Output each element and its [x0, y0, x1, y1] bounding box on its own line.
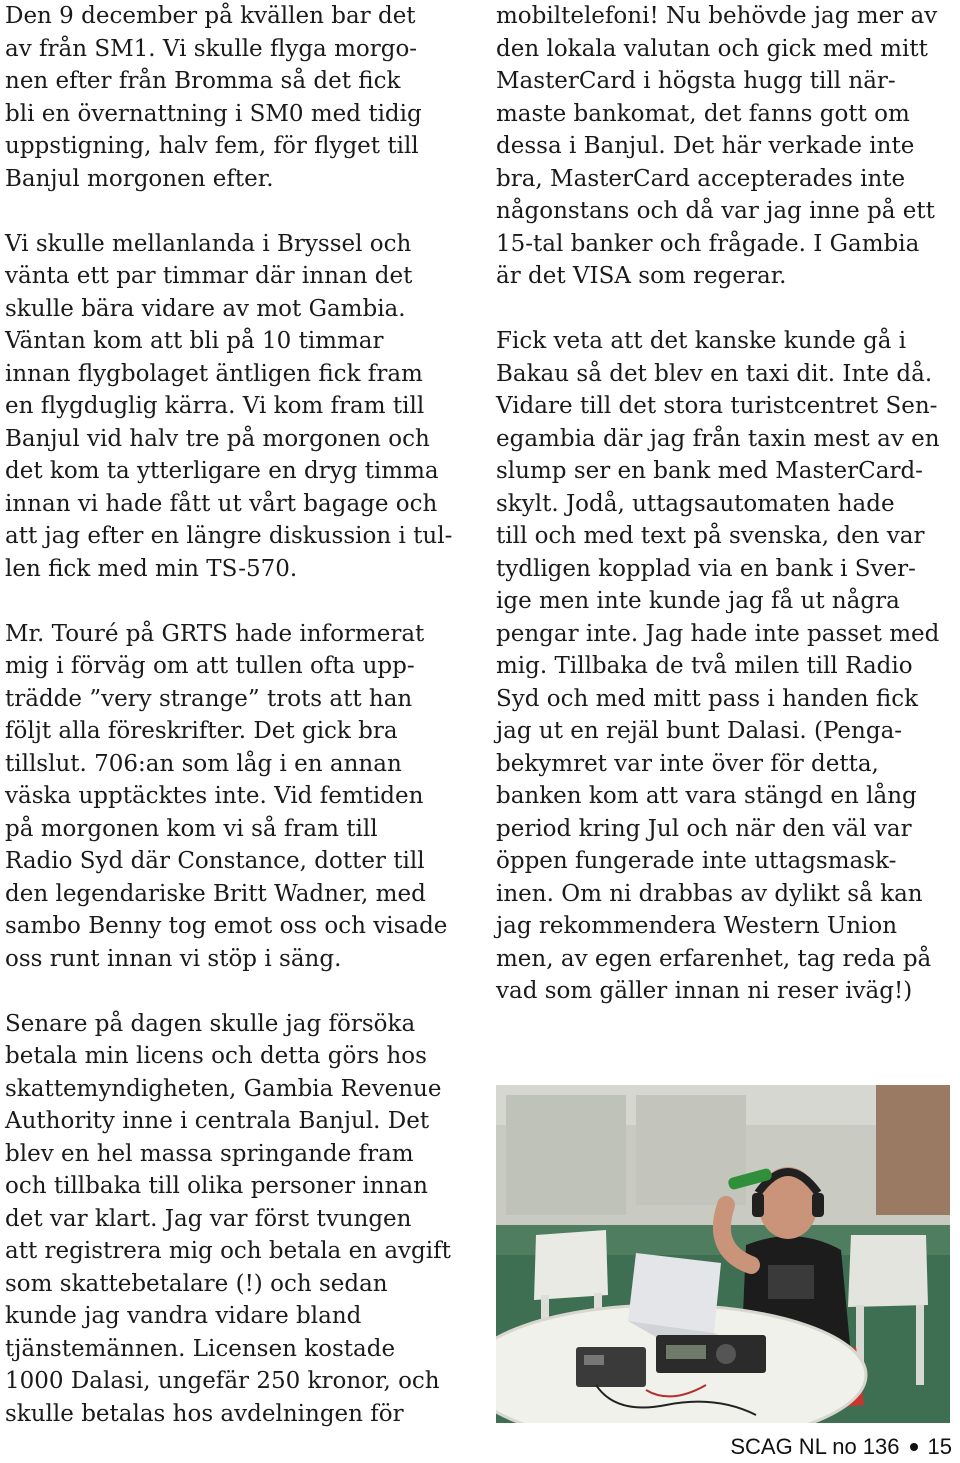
text-line: blev en hel massa springande fram	[5, 1140, 414, 1167]
text-line: skulle betalas hos avdelningen för	[5, 1400, 404, 1427]
text-line: tillslut. 706:an som låg i en annan	[5, 750, 402, 777]
text-line: öppen fungerade inte uttagsmask-	[496, 848, 897, 874]
photo-radio-operator	[496, 1085, 950, 1423]
publication-name: SCAG NL no 136	[730, 1434, 900, 1459]
text-line: uppstigning, halv fem, för flyget till	[5, 133, 419, 159]
text-line: jag rekommendera Western Union	[496, 913, 898, 939]
text-line: väska upptäcktes inte. Vid femtiden	[5, 783, 424, 809]
text-line: som skattebetalare (!) och sedan	[5, 1270, 388, 1297]
paragraph	[496, 0, 952, 293]
text-line: inen. Om ni drabbas av dylikt så kan	[496, 880, 923, 907]
text-line: Vidare till det stora turistcentret Sen-	[496, 393, 938, 419]
text-line: MasterCard i högsta hugg till när-	[496, 68, 896, 94]
text-line: slump ser en bank med MasterCard-	[496, 458, 923, 484]
text-line: 1000 Dalasi, ungefär 250 kronor, och	[5, 1368, 440, 1394]
text-line: att jag efter en längre diskussion i tul-	[5, 523, 453, 549]
text-line: det kom ta ytterligare en dryg timma	[5, 458, 439, 484]
text-line: bekymret var inte över för detta,	[496, 750, 879, 777]
left-column	[5, 0, 460, 1463]
text-line: bra, MasterCard accepterades inte	[496, 165, 906, 192]
paragraph	[5, 1008, 460, 1431]
text-line: len fick med min TS-570.	[5, 555, 298, 582]
text-line: Banjul morgonen efter.	[5, 165, 274, 192]
text-line: Radio Syd där Constance, dotter till	[5, 848, 425, 874]
text-line: Väntan kom att bli på 10 timmar	[5, 328, 384, 354]
text-line: Bakau så det blev en taxi dit. Inte då.	[496, 360, 933, 387]
text-line: banken kom att vara stängd en lång	[496, 783, 917, 809]
text-line: någonstans och då var jag inne på ett	[496, 198, 935, 224]
text-line: skattemyndigheten, Gambia Revenue	[5, 1075, 442, 1102]
text-line: är det VISA som regerar.	[496, 263, 787, 289]
text-line: följt alla föreskrifter. Det gick bra	[5, 718, 398, 744]
text-line: tjänstemännen. Licensen kostade	[5, 1335, 396, 1362]
text-line: skulle bära vidare av mot Gambia.	[5, 295, 406, 322]
text-line: innan flygbolaget äntligen fick fram	[5, 360, 423, 387]
text-line: Vi skulle mellanlanda i Bryssel och	[5, 230, 412, 257]
text-line: betala min licens och detta görs hos	[5, 1043, 427, 1069]
text-line: den legendariske Britt Wadner, med	[5, 880, 426, 907]
text-line: Banjul vid halv tre på morgonen och	[5, 425, 430, 452]
text-line: Den 9 december på kvällen bar det	[5, 3, 416, 29]
text-line: trädde ”very strange” trots att han	[5, 685, 413, 712]
text-line: på morgonen kom vi så fram till	[5, 815, 378, 842]
right-column	[496, 0, 952, 1040]
text-line: maste bankomat, det fanns gott om	[496, 100, 910, 127]
text-line: oss runt innan vi stöp i säng.	[5, 945, 342, 972]
page-footer	[730, 1434, 952, 1460]
paragraph	[5, 618, 460, 976]
text-line: vad som gäller innan ni reser iväg!)	[496, 978, 913, 1004]
text-line: Senare på dagen skulle jag försöka	[5, 1010, 416, 1037]
text-line: ige men inte kunde jag få ut några	[496, 588, 900, 614]
text-line: egambia där jag från taxin mest av en	[496, 425, 940, 452]
text-line: mobiltelefoni! Nu behövde jag mer av	[496, 3, 938, 29]
text-line: att registrera mig och betala en avgift	[5, 1238, 451, 1264]
text-line: 15-tal banker och frågade. I Gambia	[496, 230, 920, 257]
text-line: vänta ett par timmar där innan det	[5, 263, 413, 289]
text-line: nen efter från Bromma så det fick	[5, 68, 401, 94]
text-line: Fick veta att det kanske kunde gå i	[496, 328, 907, 354]
text-line: Mr. Touré på GRTS hade informerat	[5, 620, 425, 647]
text-line: kunde jag vandra vidare bland	[5, 1303, 362, 1329]
text-line: Authority inne i centrala Banjul. Det	[5, 1108, 430, 1134]
text-line: sambo Benny tog emot oss och visade	[5, 913, 448, 939]
text-line: mig i förväg om att tullen ofta upp-	[5, 653, 415, 679]
text-line: den lokala valutan och gick med mitt	[496, 35, 928, 62]
text-line: pengar inte. Jag hade inte passet med	[496, 620, 940, 647]
text-line: skylt. Jodå, uttagsautomaten hade	[496, 490, 895, 517]
text-line: bli en övernattning i SM0 med tidig	[5, 100, 422, 127]
bullet-separator	[910, 1443, 918, 1451]
text-line: period kring Jul och när den väl var	[496, 815, 912, 842]
text-line: innan vi hade fått ut vårt bagage och	[5, 490, 438, 517]
photo-illustration	[496, 1085, 950, 1423]
paragraph	[496, 325, 952, 1008]
text-line: det var klart. Jag var först tvungen	[5, 1205, 412, 1232]
text-line: till och med text på svenska, den var	[496, 523, 925, 549]
text-line: tydligen kopplad via en bank i Sver-	[496, 555, 916, 582]
text-line: en flygduglig kärra. Vi kom fram till	[5, 393, 425, 419]
text-line: Syd och med mitt pass i handen fick	[496, 685, 919, 712]
text-line: av från SM1. Vi skulle flyga morgo-	[5, 35, 418, 62]
text-line: jag ut en rejäl bunt Dalasi. (Penga-	[496, 718, 903, 744]
paragraph	[5, 228, 460, 586]
page-number: 15	[927, 1434, 952, 1459]
text-line: och tillbaka till olika personer innan	[5, 1173, 428, 1199]
paragraph	[5, 0, 460, 195]
text-line: dessa i Banjul. Det här verkade inte	[496, 133, 915, 159]
text-line: men, av egen erfarenhet, tag reda på	[496, 945, 932, 972]
text-line: mig. Tillbaka de två milen till Radio	[496, 653, 913, 679]
